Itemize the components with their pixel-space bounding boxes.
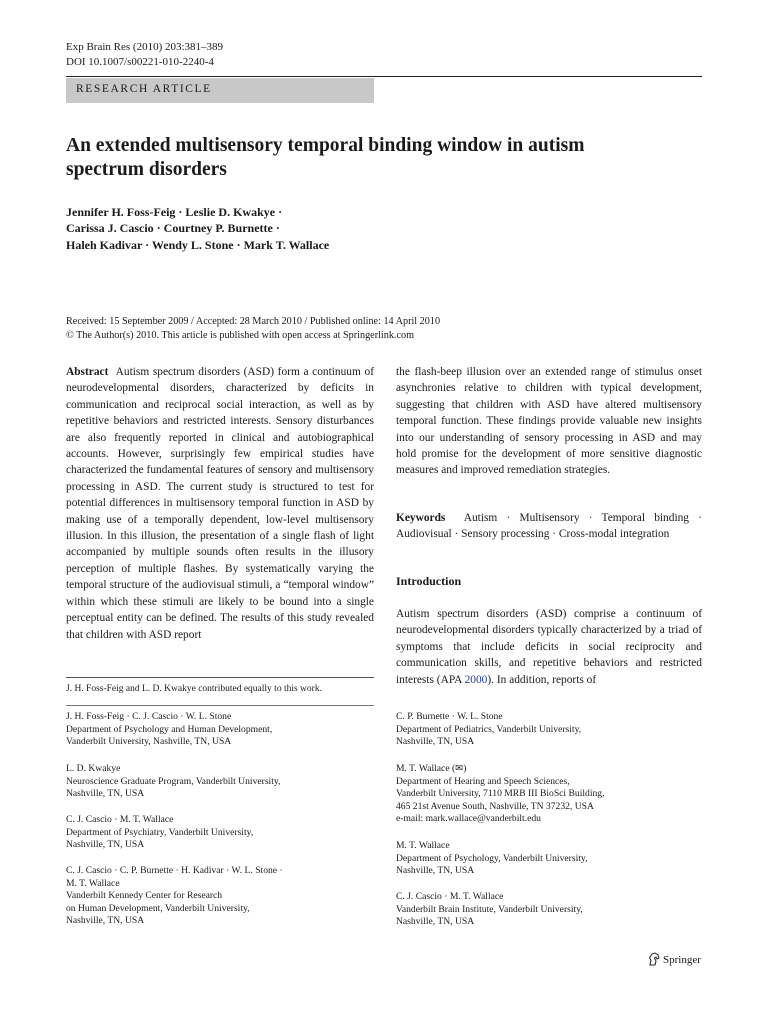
affiliation-line: Neuroscience Graduate Program, Vanderbilt University, xyxy=(66,775,281,787)
affiliation-line: Nashville, TN, USA xyxy=(66,915,145,927)
authors-line-3: Haleh Kadivar · Wendy L. Stone · Mark T. Wallace xyxy=(66,237,330,252)
title-line-1: An extended multisensory temporal binding window in autism xyxy=(66,135,585,156)
affiliation-left-4 xyxy=(66,865,366,928)
citation-link[interactable]: 2000 xyxy=(464,673,488,686)
affiliation-names: C. J. Cascio · M. T. Wallace xyxy=(396,891,504,902)
affiliation-line: Nashville, TN, USA xyxy=(66,788,145,800)
abstract-left xyxy=(66,364,374,643)
affiliation-names: M. T. Wallace xyxy=(396,840,450,851)
affiliation-right-2 xyxy=(396,763,696,826)
affiliation-line: Nashville, TN, USA xyxy=(396,865,475,877)
received-dates: Received: 15 September 2009 / Accepted: 28 March 2010 / Published online: 14 April 2010 xyxy=(66,316,441,327)
introduction-text xyxy=(396,606,702,688)
affiliation-line: Vanderbilt Brain Institute, Vanderbilt University, xyxy=(396,903,583,915)
affiliation-names: C. J. Cascio · C. P. Burnette · H. Kadivar · W. L. Stone · xyxy=(66,865,283,876)
affiliation-line: on Human Development, Vanderbilt University, xyxy=(66,902,250,914)
journal-header xyxy=(66,40,223,70)
affiliation-line: Department of Psychology and Human Development, xyxy=(66,723,273,735)
header-rule xyxy=(66,76,702,77)
affiliation-line: Vanderbilt Kennedy Center for Research xyxy=(66,890,223,902)
affiliation-line: Department of Pediatrics, Vanderbilt University, xyxy=(396,723,582,735)
springer-knight-icon xyxy=(648,952,661,966)
abstract-text: Autism spectrum disorders (ASD) form a continuum of neurodevelopmental disorders, characterized by deficits in communication and reciprocal social interaction, as well as by repetitive behaviors and restricted interests. Sensory disturbances are also frequently reported in clinical and autobiographical accounts. However, surprisingly few empirical studies have characterized the fundamental features of sensory and multisensory processing in ASD. The current study is structured to test for potential differences in multisensory temporal function in ASD by making use of a temporally dependent, low-level multisensory illusion. In this illusion, the presentation of a single flash of light accompanied by multiple sounds often results in the illusory perception of multiple flashes. By systematically varying the temporal structure of the audiovisual stimuli, a “temporal window” within which these stimuli are likely to be bound into a single perceptual entity can be defined. The results of this study revealed that children with ASD report xyxy=(66,366,374,641)
affiliation-names-cont: M. T. Wallace xyxy=(66,877,120,889)
affiliation-names: C. J. Cascio · M. T. Wallace xyxy=(66,814,174,825)
affiliation-names: M. T. Wallace (✉) xyxy=(396,763,467,774)
keywords-text: Autism · Multisensory · Temporal binding · Audiovisual · Sensory processing · Cross-modal integration xyxy=(396,512,702,541)
intro-body-cont: ). In addition, reports of xyxy=(487,673,597,686)
authors-line-2: Carissa J. Cascio · Courtney P. Burnette · xyxy=(66,221,280,236)
title-line-2: spectrum disorders xyxy=(66,159,227,180)
keywords xyxy=(396,510,702,543)
intro-body: Autism spectrum disorders (ASD) comprise a continuum of neurodevelopmental disorders typically characterized by a triad of symptoms that include deficits in social reciprocity and communication skills, and repetitive behaviors and restricted interests (APA xyxy=(396,608,702,686)
affiliation-right-1 xyxy=(396,711,696,749)
doi: DOI 10.1007/s00221-010-2240-4 xyxy=(66,56,214,68)
keywords-label: Keywords xyxy=(396,512,446,524)
affiliation-line: Nashville, TN, USA xyxy=(396,916,475,928)
abstract-label: Abstract xyxy=(66,366,109,378)
authors-line-1: Jennifer H. Foss-Feig · Leslie D. Kwakye · xyxy=(66,205,283,219)
affiliation-line: 465 21st Avenue South, Nashville, TN 37232, USA xyxy=(396,800,594,812)
publisher-name: Springer xyxy=(663,954,701,966)
publisher-mark xyxy=(648,952,701,968)
affiliation-names: J. H. Foss-Feig · C. J. Cascio · W. L. Stone xyxy=(66,711,232,722)
article-type-band: RESEARCH ARTICLE xyxy=(66,78,374,103)
affiliation-line: Department of Psychology, Vanderbilt University, xyxy=(396,852,588,864)
affiliation-line: Department of Hearing and Speech Sciences, xyxy=(396,775,570,787)
email-address[interactable]: e-mail: mark.wallace@vanderbilt.edu xyxy=(396,813,541,825)
affiliation-line: Vanderbilt University, 7110 MRB III BioSci Building, xyxy=(396,788,605,800)
publication-dates xyxy=(66,315,706,342)
paper-title xyxy=(66,134,686,182)
affiliation-line: Nashville, TN, USA xyxy=(396,736,475,748)
affiliation-line: Vanderbilt University, Nashville, TN, USA xyxy=(66,736,232,748)
author-list xyxy=(66,204,566,253)
affiliation-names: L. D. Kwakye xyxy=(66,763,121,774)
abstract-right: the flash-beep illusion over an extended range of stimulus onset asynchronies relative to children with typical development, suggesting that children with ASD have altered multisensory temporal function. These findings provide valuable new insights into our understanding of sensory processing in ASD and may hold promise for the development of more sensitive diagnostic measures and improved remediation strategies. xyxy=(396,366,702,477)
affiliation-left-1 xyxy=(66,711,366,749)
affiliation-names: C. P. Burnette · W. L. Stone xyxy=(396,711,503,722)
footnote-rule xyxy=(66,677,374,678)
affiliation-right-4 xyxy=(396,891,696,929)
affiliation-left-2 xyxy=(66,763,366,801)
affiliation-rule xyxy=(66,705,374,706)
affiliation-right-3 xyxy=(396,840,696,878)
affiliation-line: Department of Psychiatry, Vanderbilt University, xyxy=(66,826,254,838)
affiliation-left-3 xyxy=(66,814,366,852)
introduction-heading: Introduction xyxy=(396,574,462,588)
copyright-notice: © The Author(s) 2010. This article is published with open access at Springerlink.com xyxy=(66,329,415,341)
equal-contribution-footnote: J. H. Foss-Feig and L. D. Kwakye contributed equally to this work. xyxy=(66,684,322,694)
journal-citation: Exp Brain Res (2010) 203:381–389 xyxy=(66,41,224,53)
affiliation-line: Nashville, TN, USA xyxy=(66,839,145,851)
